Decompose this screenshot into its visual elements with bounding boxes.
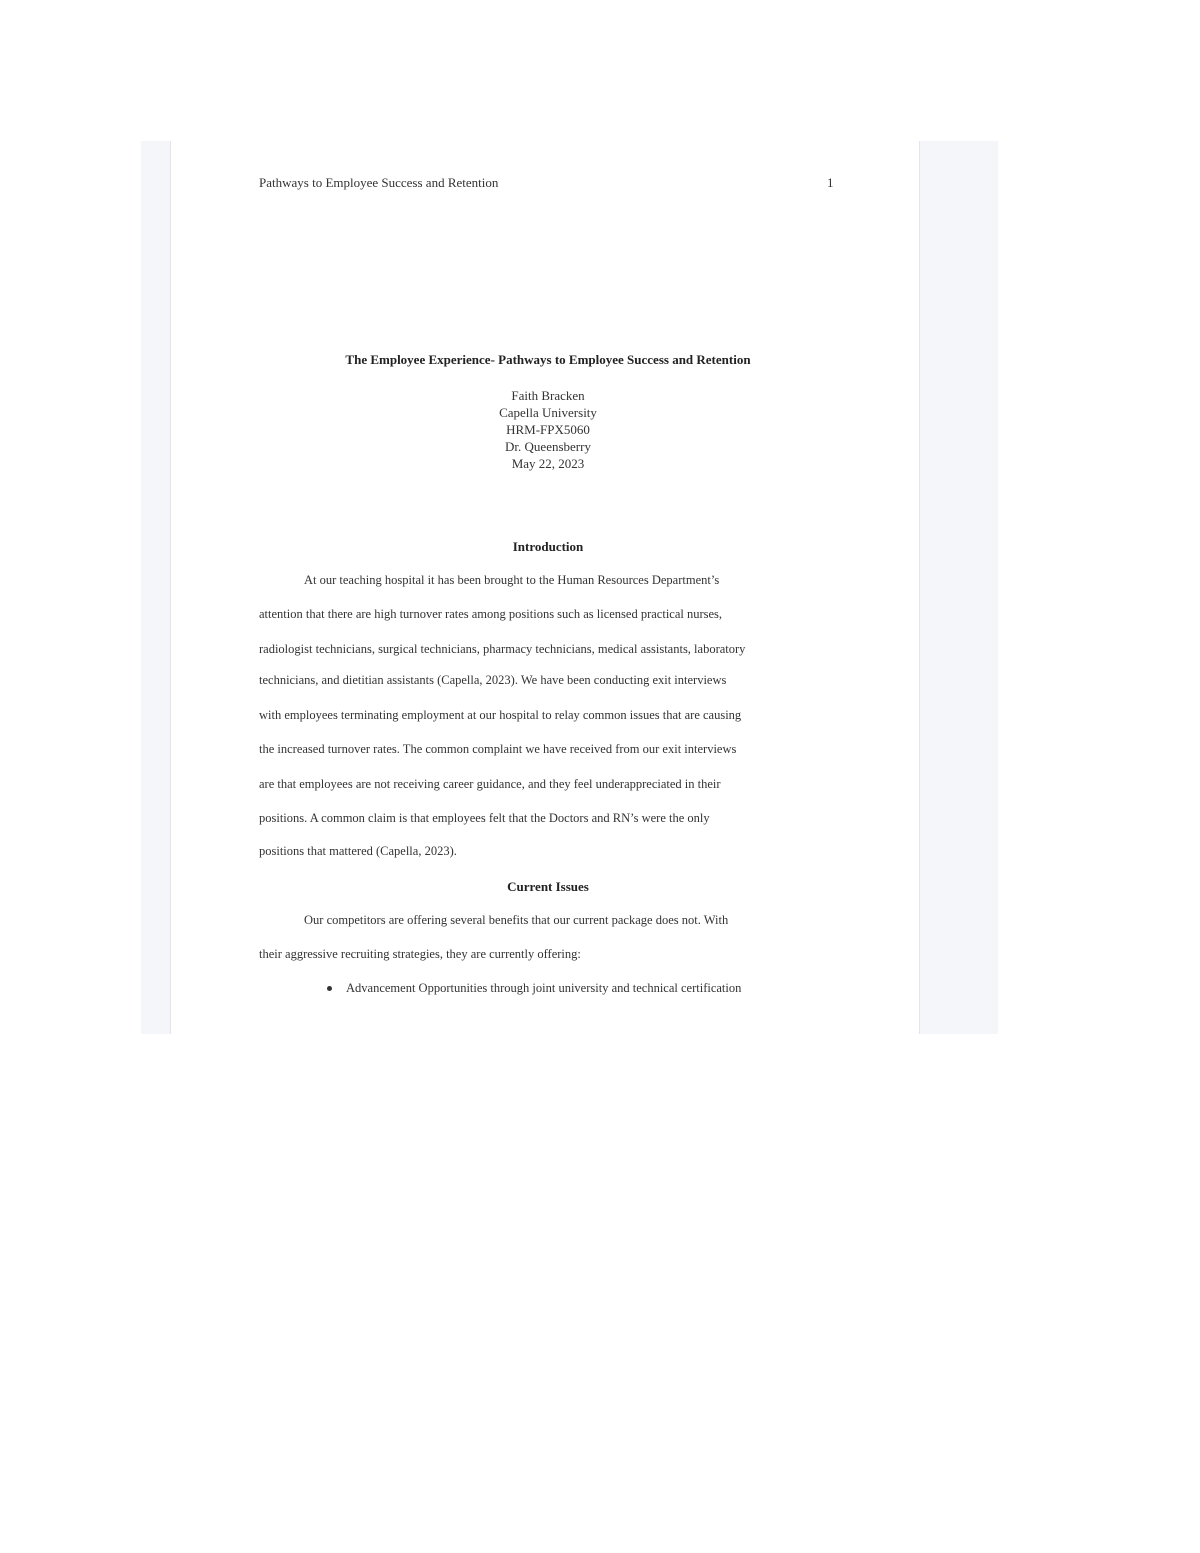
paragraph-line: positions that mattered (Capella, 2023). bbox=[259, 844, 457, 858]
page-number: 1 bbox=[827, 175, 834, 190]
institution: Capella University bbox=[499, 405, 597, 420]
section-heading-current-issues: Current Issues bbox=[507, 879, 589, 894]
document-page bbox=[170, 141, 920, 1034]
paragraph-line: attention that there are high turnover rates among positions such as licensed practical nurses, bbox=[259, 607, 723, 621]
date: May 22, 2023 bbox=[511, 456, 585, 471]
author-block bbox=[259, 387, 837, 472]
paragraph-line: Our competitors are offering several benefits that our current package does not. With bbox=[304, 913, 729, 927]
paragraph-line: positions. A common claim is that employees felt that the Doctors and RN’s were the only bbox=[259, 811, 710, 825]
paragraph-line: their aggressive recruiting strategies, they are currently offering: bbox=[259, 947, 581, 961]
paragraph-line: with employees terminating employment at our hospital to relay common issues that are causing bbox=[259, 708, 742, 722]
paragraph-line: the increased turnover rates. The common complaint we have received from our exit interviews bbox=[259, 742, 737, 756]
paragraph-line: technicians, and dietitian assistants (Capella, 2023). We have been conducting exit interviews bbox=[259, 673, 727, 687]
author-name: Faith Bracken bbox=[511, 388, 585, 403]
paragraph-line: radiologist technicians, surgical technicians, pharmacy technicians, medical assistants, laboratory bbox=[259, 642, 746, 656]
course-code: HRM-FPX5060 bbox=[506, 422, 590, 437]
section-heading-introduction: Introduction bbox=[512, 539, 584, 554]
bullet-list-item bbox=[327, 981, 741, 996]
paragraph-line: At our teaching hospital it has been brought to the Human Resources Department’s bbox=[304, 573, 720, 587]
instructor: Dr. Queensberry bbox=[505, 439, 591, 454]
bullet-icon bbox=[327, 986, 332, 991]
running-head: Pathways to Employee Success and Retention bbox=[259, 175, 499, 190]
document-title: The Employee Experience- Pathways to Employee Success and Retention bbox=[345, 352, 751, 367]
paragraph-line: are that employees are not receiving career guidance, and they feel underappreciated in their bbox=[259, 777, 721, 791]
bullet-text: Advancement Opportunities through joint university and technical certification bbox=[346, 981, 742, 995]
